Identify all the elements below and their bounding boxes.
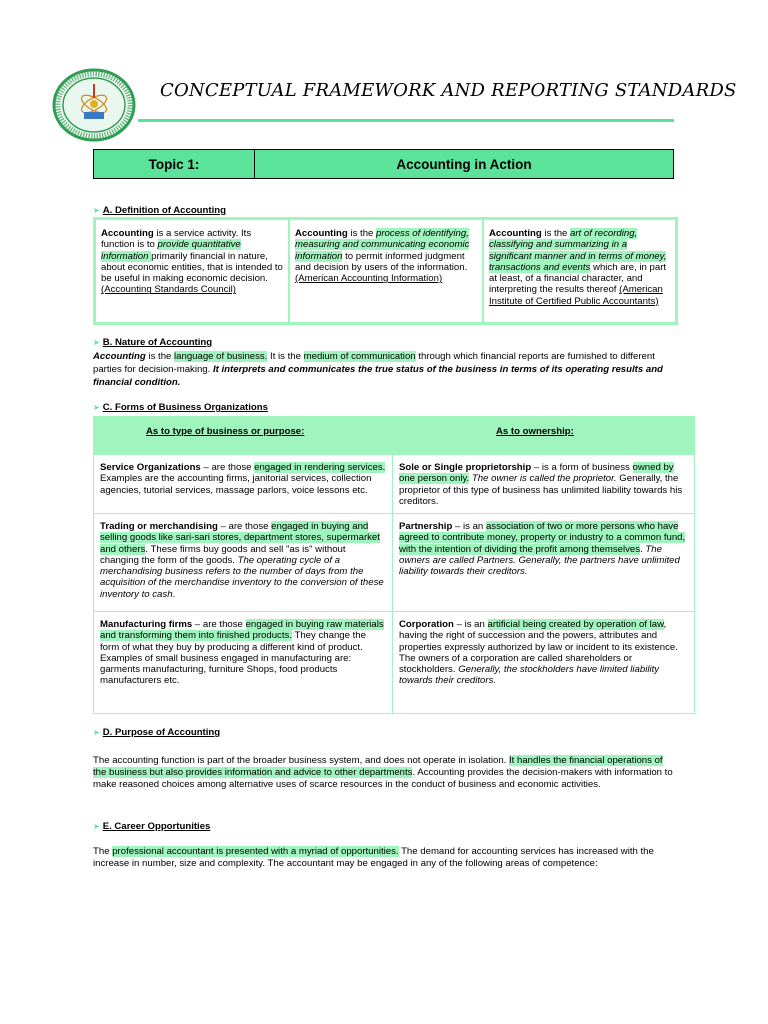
table-cell: Manufacturing firms – are those engaged in buying raw materials and transforming them into finished products. They change the form of what they buy by producing a different kind of product. Examples of small business engaged in manufacturing are: garments manufacturing, furniture Shops, food products manufacturers etc. [94, 612, 393, 714]
title-underline [138, 119, 674, 122]
definition-cell: Accounting is the process of identifying, measuring and communicating economic information to permit informed judgment and decision by users of the information. (American Accounting Information) [290, 220, 484, 322]
section-c-heading: ➤ C. Forms of Business Organizations [93, 402, 268, 413]
definition-table [93, 217, 678, 325]
arrow-bullet-icon: ➤ [93, 338, 100, 347]
definition-cell: Accounting is the art of recording, classifying and summarizing in a significant manner and in terms of money, transactions and events which are, in part at least, of a financial character, and interpreting the results thereof (American Institute of Certified Public Accountants) [489, 228, 667, 307]
section-e-heading: ➤ E. Career Opportunities [93, 821, 211, 832]
topic-header [93, 149, 674, 179]
table-cell: Sole or Single proprietorship – is a form of business owned by one person only. The owner is called the proprietor. Generally, the proprietor of this type of business has unlimited liability towards his creditors. [399, 462, 683, 507]
section-b-heading: ➤ B. Nature of Accounting [93, 337, 213, 348]
career-paragraph: The professional accountant is presented with a myriad of opportunities. The demand for accounting services has increased with the increase in number, size and complexity. The accountant may be engaged in any of the following areas of competence: [93, 846, 654, 870]
column-header: As to ownership: [496, 426, 574, 437]
table-row [94, 611, 694, 714]
table-row [94, 454, 694, 513]
section-a-heading: ➤ A. Definition of Accounting [93, 205, 226, 216]
table-header-row [94, 417, 694, 454]
column-header: As to type of business or purpose: [146, 426, 305, 437]
topic-label: Topic 1: [94, 150, 255, 178]
purpose-paragraph: The accounting function is part of the broader business system, and does not operate in isolation. It handles the financial operations of the business but also provides information and advice to other departments. Accounting provides the decision-makers with information to make reasoned choices among alternative uses of scarce resources in the conduct of business and economic activities. [93, 755, 673, 791]
topic-name: Accounting in Action [396, 156, 532, 172]
business-forms-table [93, 416, 695, 714]
document-title: CONCEPTUAL FRAMEWORK AND REPORTING STANDARDS [160, 80, 737, 101]
table-cell: Partnership – is an association of two or more persons who have agreed to contribute money, property or industry to a common fund, with the intention of dividing the profit among themselves. The owners are called Partners. Generally, the partners have unlimited liability towards their creditors. [399, 521, 686, 578]
table-cell: Service Organizations – are those engaged in rendering services. Examples are the accounting firms, janitorial services, collection agencies, tutorial services, massage parlors, voice lessons etc. [94, 455, 393, 513]
arrow-bullet-icon: ➤ [93, 728, 100, 737]
section-d-heading: ➤ D. Purpose of Accounting [93, 727, 221, 738]
school-seal-logo [52, 68, 136, 142]
arrow-bullet-icon: ➤ [93, 403, 100, 412]
table-row [94, 513, 694, 611]
nature-paragraph: Accounting is the language of business. It is the medium of communication through which financial reports are furnished to different parties for decision-making. It interprets and communicates the true status of the business in terms of its operating results and financial condition. [93, 351, 663, 388]
definition-cell: Accounting is a service activity. Its function is to provide quantitative information primarily financial in nature, about economic entities, that is intended to be useful in making economic decision. (Accounting Standards Council) [96, 220, 290, 322]
arrow-bullet-icon: ➤ [93, 822, 100, 831]
table-cell: Trading or merchandising – are those engaged in buying and selling goods like sari-sari stores, department stores, supermarket and others. These firms buy goods and sell "as is" without changing the form of the goods. The operating cycle of a merchandising business refers to the number of days from the acquisition of the merchandise inventory to the conversion of these inventory to cash. [94, 514, 393, 611]
arrow-bullet-icon: ➤ [93, 206, 100, 215]
table-cell: Corporation – is an artificial being created by operation of law, having the right of succession and the powers, attributes and properties expressly authorized by law or incident to its existence. The owners of a corporation are called shareholders or stockholders. Generally, the stockholders have limited liability towards their creditors. [399, 619, 678, 687]
